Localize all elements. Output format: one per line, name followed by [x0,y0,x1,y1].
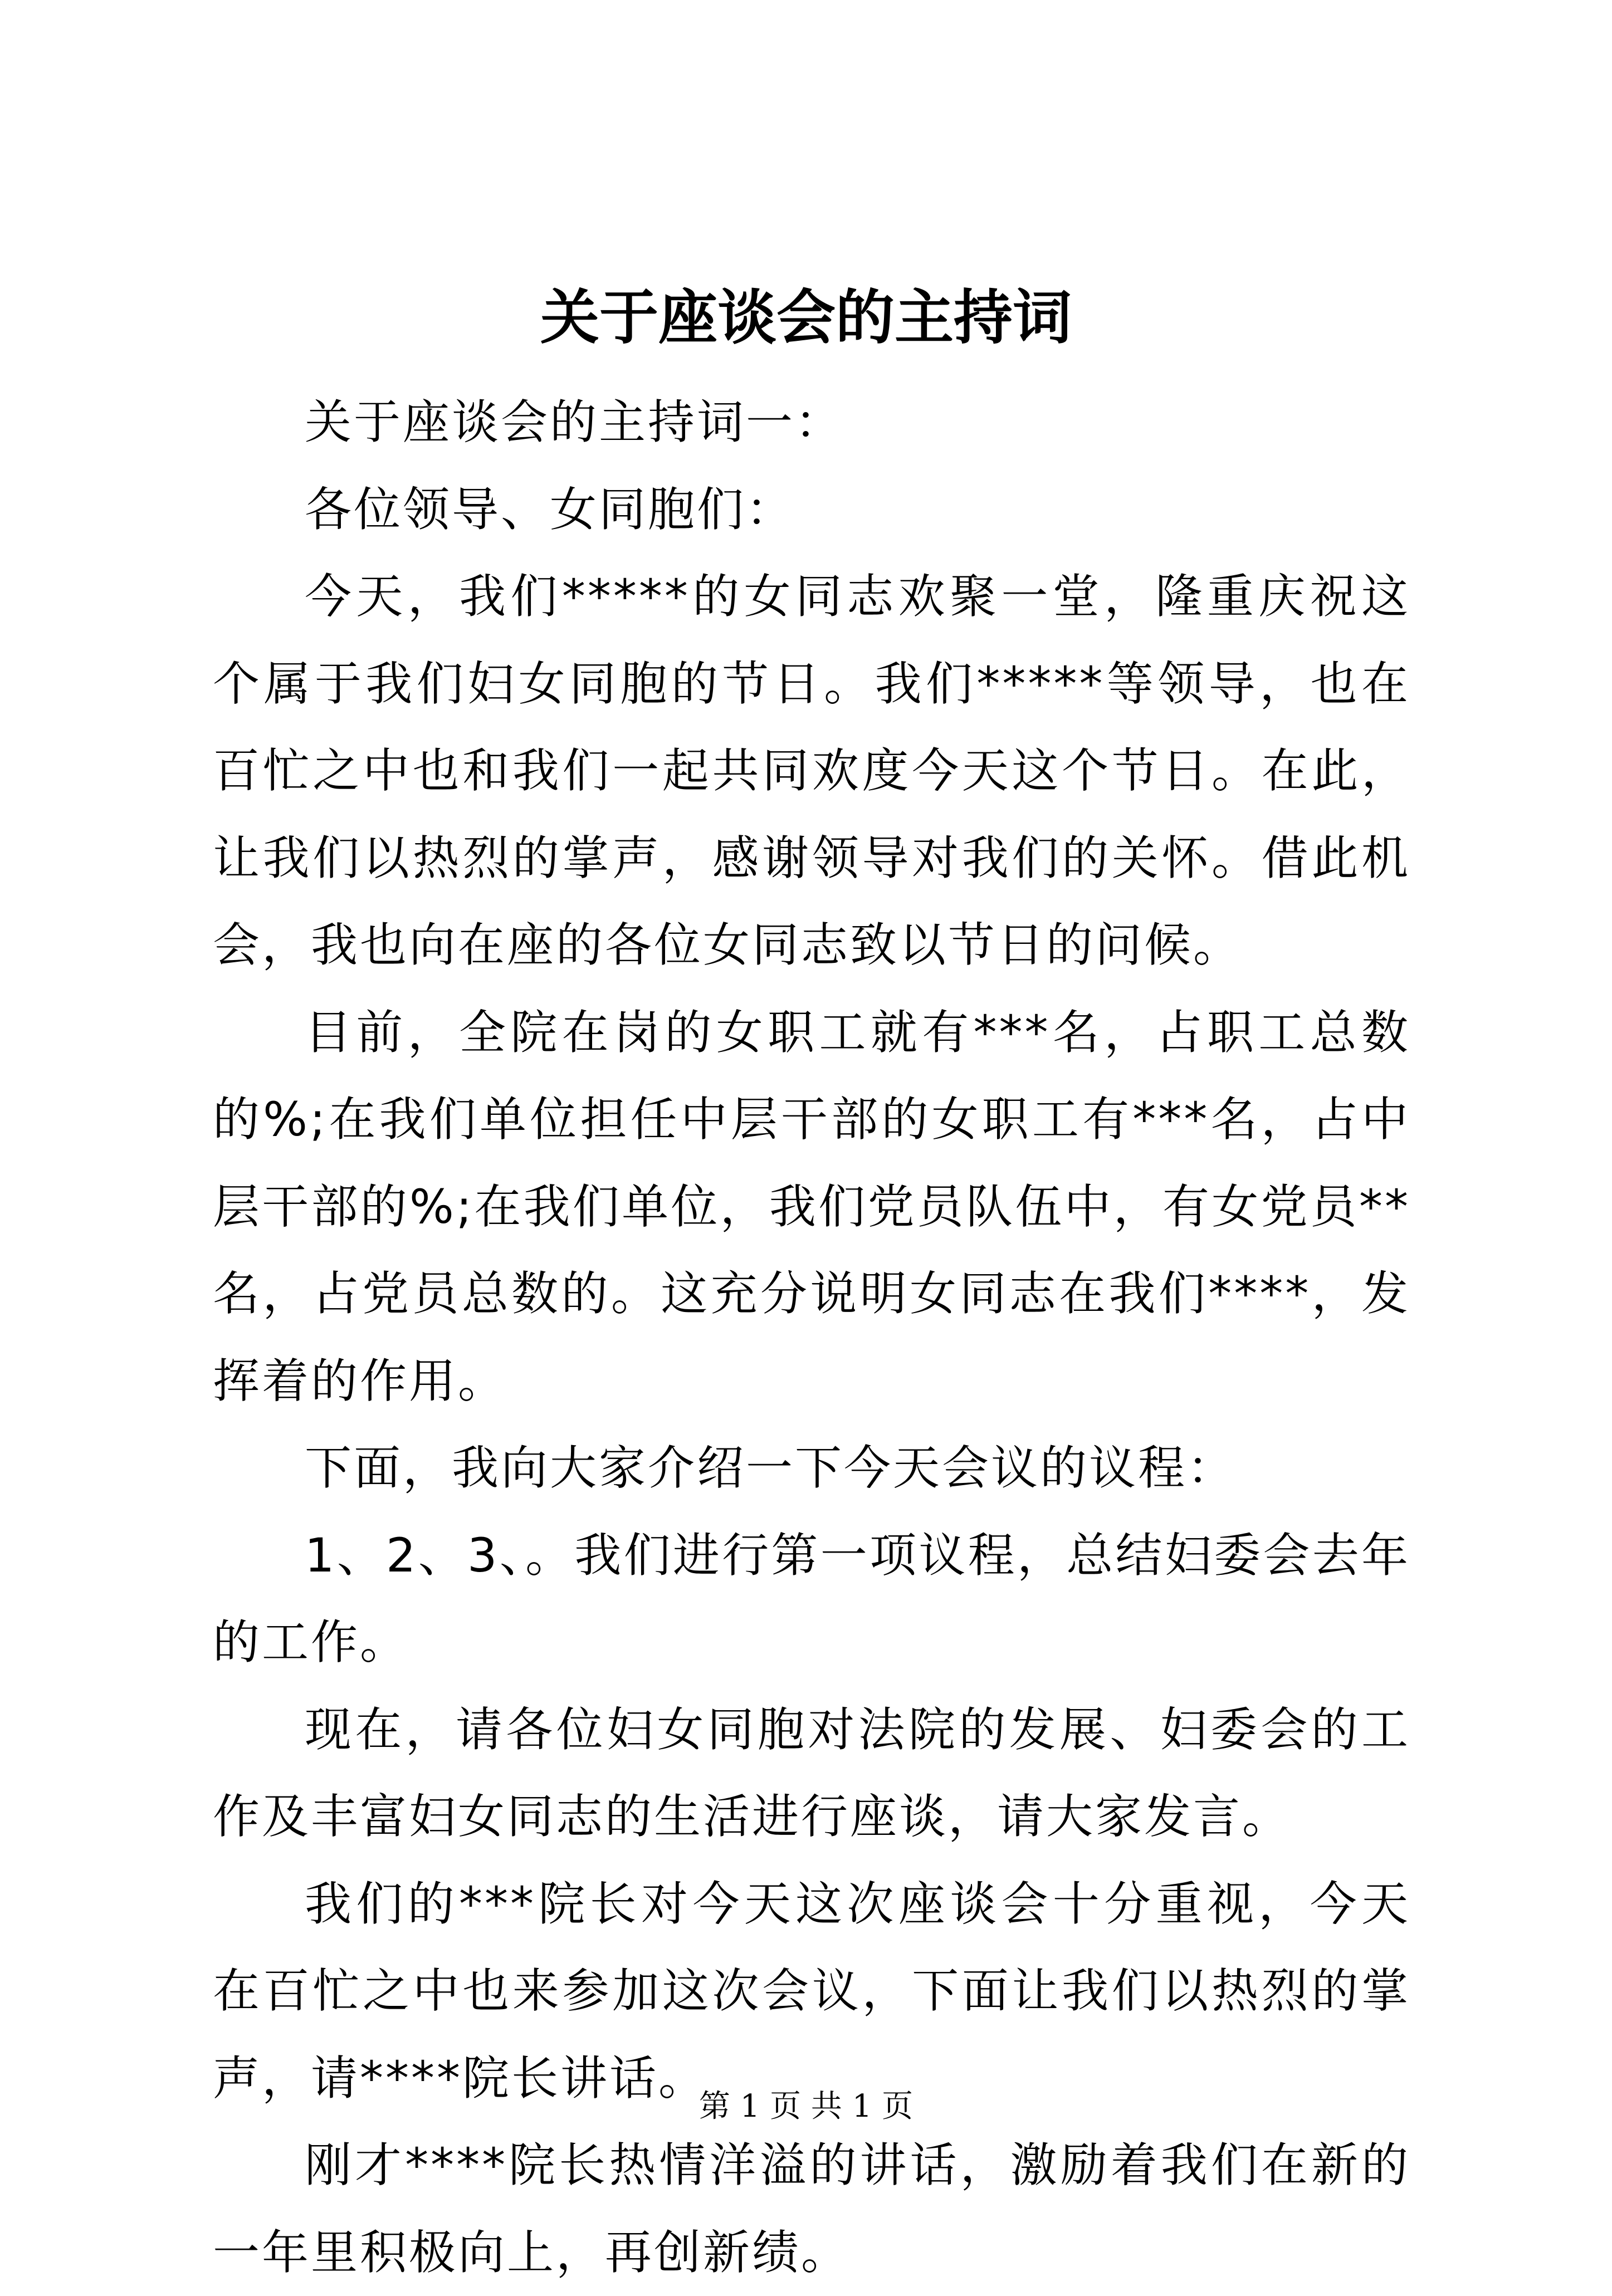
document-title: 关于座谈会的主持词 [540,282,1072,352]
paragraph: 下面，我向大家介绍一下今天会议的议程： [305,1441,1237,1495]
paragraph: 现在，请各位妇女同胞对法院的发展、妇委会的工作及丰富妇女同志的生活进行座谈，请大家发言。 [213,1702,1410,1844]
paragraph: 各位领导、女同胞们： [305,482,795,537]
paragraph: 1、2、3、。我们进行第一项议程，总结妇委会去年的工作。 [213,1528,1410,1670]
paragraph: 刚才****院长热情洋溢的讲话，激励着我们在新的一年里积极向上，再创新绩。 [213,2138,1410,2280]
paragraph: 我们的***院长对今天这次座谈会十分重视，今天在百忙之中也来参加这次会议，下面让我们以热烈的掌声，请****院长讲话。 [213,1876,1410,2106]
paragraph: 今天，我们*****的女同志欢聚一堂，隆重庆祝这个属于我们妇女同胞的节日。我们*****等领导，也在百忙之中也和我们一起共同欢度今天这个节日。在此，让我们以热烈的掌声，感谢领导对我们的关怀。借此机会，我也向在座的各位女同志致以节日的问候。 [213,569,1410,972]
document-body [213,379,1410,2296]
paragraph: 目前，全院在岗的女职工就有***名，占职工总数的%;在我们单位担任中层干部的女职工有***名，占中层干部的%;在我们单位，我们党员队伍中，有女党员**名，占党员总数的。这充分说明女同志在我们****，发挥着的作用。 [213,1005,1410,1408]
page-footer: 第 1 页 共 1 页 [698,2088,914,2124]
paragraph: 关于座谈会的主持词一： [305,395,844,449]
